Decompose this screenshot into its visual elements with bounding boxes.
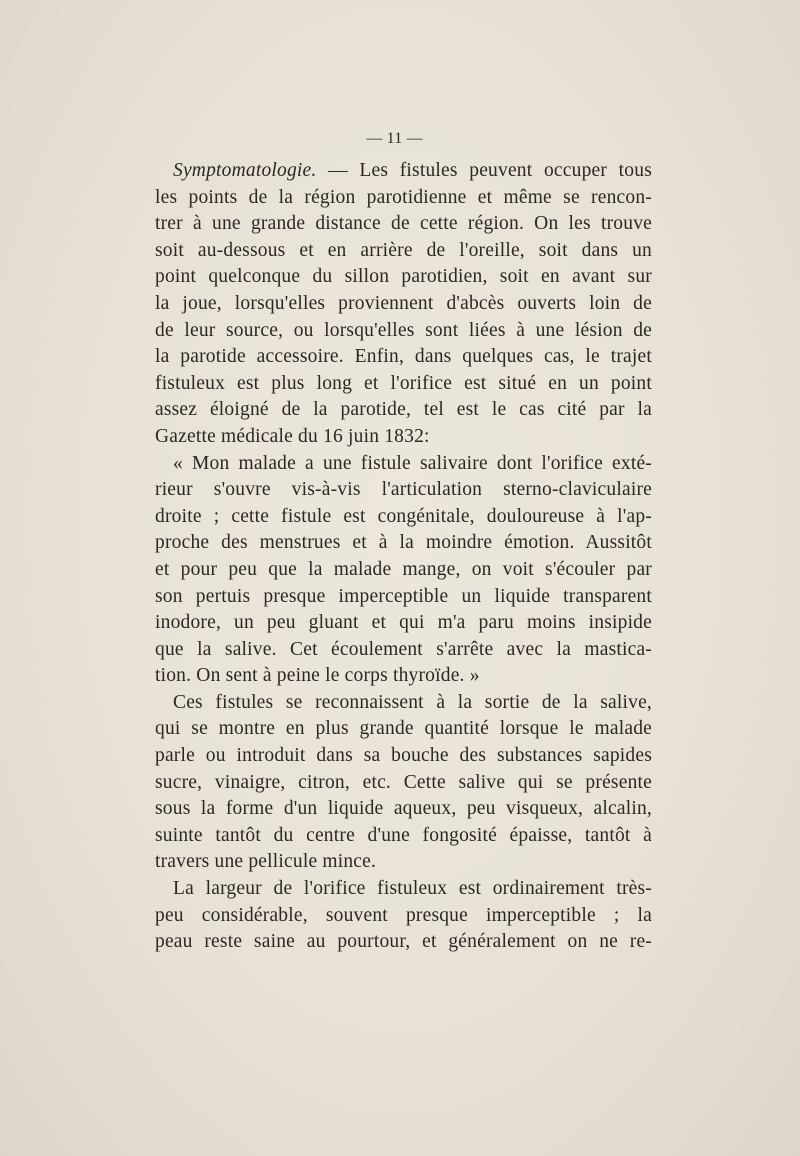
text-line: « Mon malade a une fistule salivaire dont l'orifice exté- (173, 452, 652, 474)
text-line: Gazette médicale du 16 juin 1832: (155, 425, 430, 447)
text-line: la joue, lorsqu'elles proviennent d'abcès ouverts loin de (155, 292, 652, 314)
text-line: les points de la région parotidienne et même se rencon- (155, 186, 652, 208)
paragraph-symptomatologie (137, 158, 652, 451)
paragraph-orifice-width (137, 876, 652, 956)
text-line: point quelconque du sillon parotidien, soit en avant sur (155, 266, 652, 288)
text-line: inodore, un peu gluant et qui m'a paru moins insipide (155, 612, 652, 634)
text-line: droite ; cette fistule est congénitale, douloureuse à l'ap- (155, 505, 652, 527)
text-line: Ces fistules se reconnaissent à la sortie de la salive, (173, 691, 652, 713)
paragraph-recognition (137, 690, 652, 876)
text-line: peau reste saine au pourtour, et généralement on ne re- (155, 931, 652, 953)
text-line: la parotide accessoire. Enfin, dans quelques cas, le trajet (155, 346, 652, 368)
text-line: La largeur de l'orifice fistuleux est ordinairement très- (173, 878, 652, 900)
text-line: rieur s'ouvre vis-à-vis l'articulation sterno-claviculaire (155, 479, 652, 501)
text-line: et pour peu que la malade mange, on voit s'écouler par (155, 558, 652, 580)
text-body (137, 126, 652, 956)
text-line: sous la forme d'un liquide aqueux, peu visqueux, alcalin, (155, 798, 652, 820)
text-line: de leur source, ou lorsqu'elles sont liées à une lésion de (155, 319, 652, 341)
text-line: suinte tantôt du centre d'une fongosité épaisse, tantôt à (155, 824, 652, 846)
text-line: tion. On sent à peine le corps thyroïde. » (155, 665, 480, 687)
text-line: proche des menstrues et à la moindre émotion. Aussitôt (155, 532, 652, 554)
text-line: parle ou introduit dans sa bouche des substances sapides (155, 745, 652, 767)
text-line: assez éloigné de la parotide, tel est le cas cité par la (155, 399, 652, 421)
text-line: Symptomatologie. — Les fistules peuvent occuper tous (173, 160, 652, 181)
text-line: fistuleux est plus long et l'orifice est situé en un point (155, 372, 652, 394)
text-line: son pertuis presque imperceptible un liquide transparent (155, 585, 652, 607)
text-line: qui se montre en plus grande quantité lorsque le malade (155, 718, 652, 740)
paragraph-quotation (137, 451, 652, 690)
text-line: soit au-dessous et en arrière de l'oreille, soit dans un (155, 239, 652, 261)
text-line: que la salive. Cet écoulement s'arrête avec la mastica- (155, 638, 652, 660)
section-heading: Symptomatologie. (173, 160, 317, 181)
text-line: travers une pellicule mince. (155, 851, 377, 873)
text-line: trer à une grande distance de cette région. On les trouve (155, 213, 652, 235)
page-number: — 11 — (366, 130, 423, 147)
text-line: sucre, vinaigre, citron, etc. Cette salive qui se présente (155, 771, 652, 793)
text-line: peu considérable, souvent presque imperceptible ; la (155, 904, 652, 926)
